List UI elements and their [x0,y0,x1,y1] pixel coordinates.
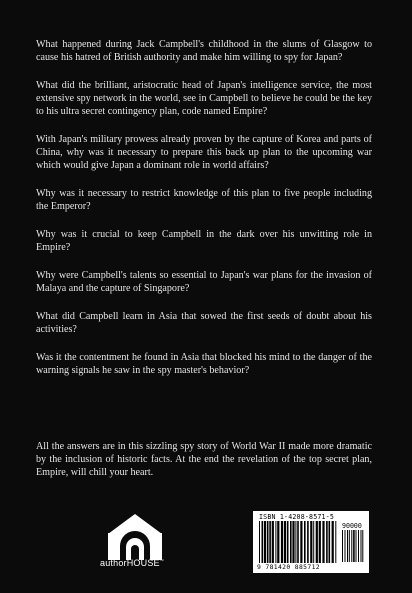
isbn-barcode [253,511,369,573]
barcode-bar [281,521,283,563]
barcode-bar [307,521,309,563]
barcode-bar [295,521,296,563]
barcode-bar [304,521,306,563]
barcode-bar [335,521,336,563]
question-paragraph: Why were Campbell's talents so essential to Japan's war plans for the invasion of Malaya and the capture of Singapore? [36,269,372,295]
question-paragraph: With Japan's military prowess already proven by the capture of Korea and parts of China, why was it necessary to prepare this back up plan to the upcoming war which would give Japan a dominant role in world affairs? [36,134,372,172]
barcode-bar [290,521,292,563]
question-paragraph: Why was it necessary to restrict knowledge of this plan to five people including the Emperor? [36,188,372,213]
question-list [36,38,372,392]
barcode-bar [332,521,334,563]
barcode-bar [277,521,279,563]
barcode-bar [259,521,260,563]
question-paragraph: What did Campbell learn in Asia that sowed the first seeds of doubt about his activities? [36,310,372,336]
barcode-bars [259,521,339,563]
barcode-bar [351,530,352,562]
barcode-bar [345,530,346,562]
barcode-bar [272,521,274,563]
barcode-bar [358,530,359,562]
barcode-bar [319,521,321,563]
barcode-bar [300,521,302,563]
barcode-bar [347,530,348,562]
barcode-bar [267,521,269,563]
summary-paragraph: All the answers are in this sizzling spy story of World War II made more dramatic by the inclusion of historic facts. At the end the revelation of the top secret plan, Empire, will chill your heart. [36,441,372,479]
barcode-bar [313,521,314,563]
barcode-bar [287,521,289,563]
question-paragraph: Was it the contentment he found in Asia that blocked his mind to the danger of the warning signals he saw in the spy master's behavior? [36,351,372,376]
barcode-bar [316,521,318,563]
barcode-bar [297,521,299,563]
barcode-bar [356,530,357,562]
barcode-bar [342,530,343,562]
barcode-bar [329,521,331,563]
barcode-bar [264,521,266,563]
barcode-bar [349,530,350,562]
question-paragraph: What did the brilliant, aristocratic head of Japan's intelligence service, the most extensive spy network in the world, see in Campbell to believe he could be the key to his ultra secret contingency plan, code named Empire? [36,79,372,118]
publisher-logo [100,558,180,568]
barcode-bar [362,530,363,562]
barcode-bar [284,521,286,563]
barcode-bar [361,530,362,562]
question-paragraph: Why was it crucial to keep Campbell in the dark over his unwitting role in Empire? [36,229,372,254]
barcode-bar [326,521,328,563]
addon-barcode-bars [342,530,364,562]
publisher-name: authorHOUSE [100,558,160,568]
barcode-bar [353,530,355,562]
trademark-symbol: ™ [159,558,164,563]
price-code: 90000 [342,522,362,530]
isbn-text: ISBN 1-4208-8571-5 [259,513,335,521]
barcode-bar [262,521,264,563]
ean-digits: 9 781420 885712 [257,563,320,571]
barcode-bar [269,521,271,563]
barcode-bar [292,521,294,563]
barcode-bar [310,521,312,563]
barcode-bar [275,521,276,563]
question-paragraph: What happened during Jack Campbell's childhood in the slums of Glasgow to cause his hatred of British authority and make him willing to spy for Japan? [36,39,372,64]
barcode-bar [322,521,324,563]
